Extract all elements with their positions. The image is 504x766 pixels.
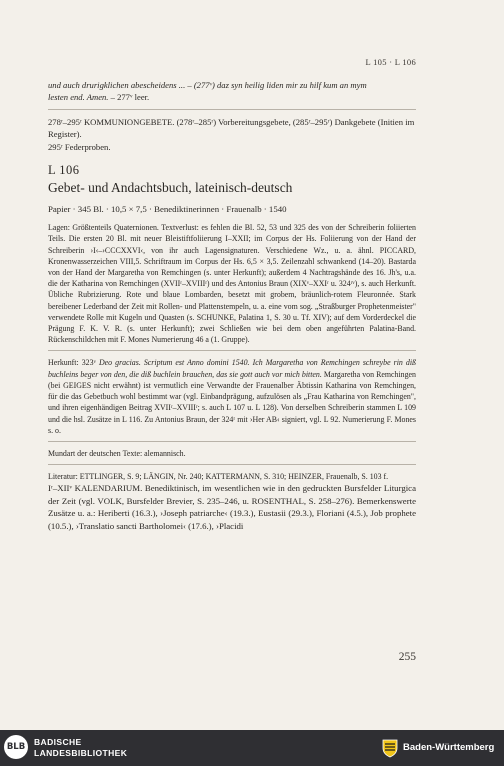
divider <box>48 350 416 351</box>
blb-logo-icon[interactable]: BLB <box>4 735 28 759</box>
herkunft-label: Herkunft: 323ᵛ <box>48 358 96 368</box>
intro-line-1: und auch drurigklichen abescheidens ... – (277ᵛ) daz syn heilig liden mir zu hilf kum an mym <box>48 80 367 90</box>
footer-bar <box>0 730 504 766</box>
kalendarium-paragraph: Iʳ–XIIᵛ KALENDARIUM. Benediktinisch, im wesentlichen wie in den gedruckten Bursfelder Liturgica der Zeit (vgl. VOLK, Bursfelder Brevier, S. 235–246, u. ROSENTHAL, S. 258–276). Bemerkenswerte Zusätze u. a.: Heriberti (16.3.), ›Joseph patriarche‹ (19.3.), Eustasii (29.3.), Floriani (4.5.), Job prophete (10.5.), ›Translatio sancti Bartholomei‹ (17.6.), ›Placidi <box>48 483 416 531</box>
mundart-paragraph: Mundart der deutschen Texte: alemannisch. <box>48 448 186 458</box>
divider <box>48 464 416 465</box>
intro-paragraph <box>48 79 416 104</box>
entry-meta: Papier · 345 Bl. · 10,5 × 7,5 · Benediktinerinnen · Frauenalb · 1540 <box>48 203 287 214</box>
lagen-paragraph: Lagen: Größtenteils Quaternionen. Textverlust: es fehlen die Bl. 52, 53 und 325 des von der Schreiberin foliierten Teils. Die ersten 20 Bl. mit neuer Bleistiftfoliierung I–XXII; im Corpus der Hs. Foliierung von der Hand der Schreiberin ›I‹–›CCCXXVI‹, von ihr auch Lagensignaturen. Verschiedene Wz., u. a. ähnl. PICCARD, Kronenwasserzeichen VIII,5. Schriftraum im Corpus der Hs. 6,5 × 3,5. Zeilenzahl schwankend (14–20). Bastarda von der Hand der Margaretha von Remchingen (s. unter Herkunft); außerdem 4 Nachtragshände des 16. Jh's, u.a. die der Katharina von Remchingen (XVIIʳ–XVIIIʳ) und des Antonius Braun (XIXᵛ–XXIʳ u. 324ʳᵛ), s. auch Herkunft. Übliche Rubrizierung. Rote und blaue Lombarden, besetzt mit grobem, bräunlich-rotem Fleuronnée. Stark bereibener Lederband der Zeit mit Rollen- und Plattenstempeln, u. a. eine vom sog. „Straßburger Prophetenmeister" verwendete Rolle mit Kugeln und Quasten (s. SCHUNKE, Palatina 1, S. 30 u. Tf. XIV); auf dem Vorderdeckel die Prägung F. K. V. R. (s. unter Herkunft); zwei Schließen wie bei dem oben angeführten Palatina-Band. Rückenschildchen mit F. Mones Numerierung 46 a (1. Gruppe). <box>48 223 416 345</box>
divider <box>48 109 416 110</box>
library-name[interactable] <box>34 737 127 758</box>
description-block <box>48 222 416 482</box>
page-number: 255 <box>398 651 416 663</box>
entry-id: L 106 <box>48 163 80 178</box>
intro-line-2-tail: – 277ᵛ leer. <box>108 92 150 103</box>
herkunft-quote: Deo gracias. Scriptum est Anno domini 1540. Ich Margaretha von Remchingen schreybe rin diß buchleins beger von den, die diß buchlein brauchen, das sie gott auch vor mich bitten. <box>48 358 416 379</box>
coat-of-arms-icon[interactable] <box>380 738 400 758</box>
section-295: 295ʳ Federproben. <box>48 141 111 152</box>
intro-line-2: lesten end. Amen. <box>48 92 109 103</box>
library-name-line-2: LANDESBIBLIOTHEK <box>34 747 128 758</box>
literatur-paragraph: Literatur: ETTLINGER, S. 9; LÄNGIN, Nr. 240; KATTERMANN, S. 310; HEINZER, Frauenalb, S. 103 f. <box>48 472 389 482</box>
page-content <box>48 79 416 532</box>
entry-title: Gebet- und Andachtsbuch, lateinisch-deutsch <box>48 180 293 196</box>
library-name-line-1: BADISCHE <box>34 737 82 747</box>
herkunft-paragraph <box>48 357 416 435</box>
divider <box>48 441 416 442</box>
running-head: L 105 · L 106 <box>365 57 416 67</box>
baden-wuerttemberg-name[interactable]: Baden-Württemberg <box>403 742 495 753</box>
section-278: 278ʳ–295ʳ KOMMUNIONGEBETE. (278ʳ–285ʳ) Vorbereitungsgebete, (285ʳ–295ʳ) Dankgebete (Initien im Register). <box>48 116 415 140</box>
herkunft-rest: Margaretha von Remchingen (bei GEIGES nicht erwähnt) ist vermutlich eine Verwandte der Frauenalber Äbtissin Katharina von Remchingen, für die das Gebetbuch wohl bestimmt war (vgl. Einbandprägung, aufzulösen als „Frau Katharina von Remchingen", und ihren eigenhändigen Beitrag XVIIʳ–XVIIIʳ; s. auch L 107 u. L 128). Von derselben Schreiberin stammen L 109 und die hsl. Zusätze in L 116. Zu Antonius Braun, der 324ʳ mit ›Her AB‹ signiert, vgl. L 92. Numerierung F. Mones s. o. <box>48 369 416 435</box>
